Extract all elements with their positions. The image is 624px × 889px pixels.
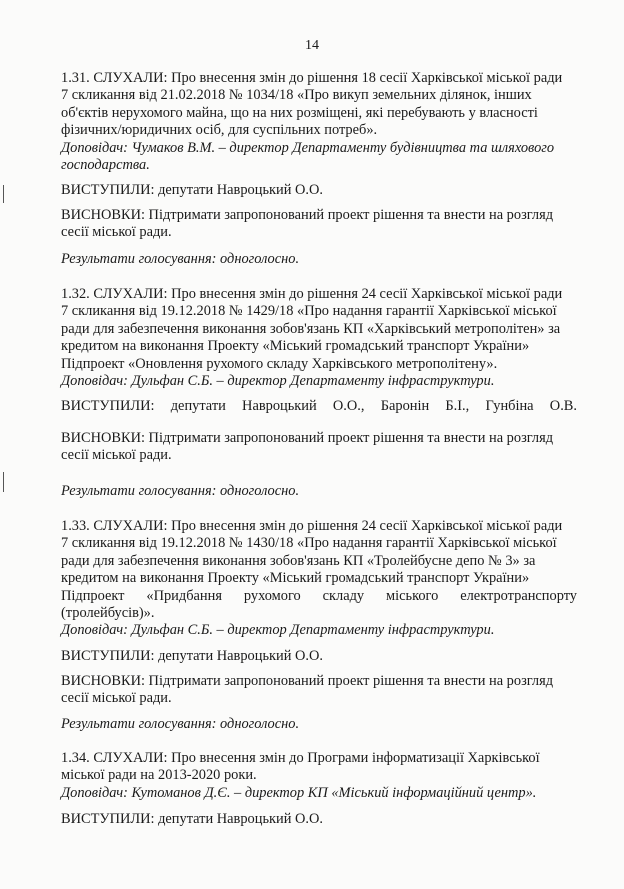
- item-1-34-spoke: [61, 811, 577, 828]
- vote-line: Результати голосування: одноголосно.: [61, 483, 300, 499]
- heard-line: фізичних/юридичних осіб, для суспільних потреб».: [61, 122, 378, 139]
- heard-line: 1.32. СЛУХАЛИ: Про внесення змін до рішення 24 сесії Харківської міської ради: [61, 286, 563, 302]
- heard-line: кредитом на виконання Проекту «Міський громадський транспорт України»: [61, 338, 530, 355]
- item-1-33-heard: [61, 518, 577, 640]
- conclusion-line: ВИСНОВКИ: Підтримати запропонований проект рішення та внести на розгляд: [61, 673, 554, 689]
- item-1-32-conclusion: [61, 430, 577, 465]
- vote-line: Результати голосування: одноголосно.: [61, 251, 300, 267]
- page-number: 14: [305, 38, 319, 53]
- vote-line: Результати голосування: одноголосно.: [61, 716, 300, 732]
- spoke-line: ВИСТУПИЛИ: депутати Навроцький О.О., Баронін Б.І., Гунбіна О.В.: [61, 398, 577, 414]
- conclusion-line: ВИСНОВКИ: Підтримати запропонований проект рішення та внести на розгляд: [61, 207, 554, 223]
- heard-line: 7 скликання від 19.12.2018 № 1430/18 «Про надання гарантії Харківської міської: [61, 535, 557, 552]
- scan-edge-mark: [3, 472, 4, 492]
- heard-line: ради для забезпечення виконання зобов'язань КП «Харківський метрополітен» за: [61, 320, 561, 337]
- heard-line: 7 скликання від 19.12.2018 № 1429/18 «Про надання гарантії Харківської міської: [61, 303, 557, 320]
- scan-edge-mark: [3, 185, 4, 203]
- heard-line: кредитом на виконання Проекту «Міський громадський транспорт України»: [61, 570, 530, 587]
- heard-line: міської ради на 2013-2020 роки.: [61, 767, 257, 784]
- conclusion-line: сесії міської ради.: [61, 224, 172, 241]
- item-1-31-vote: [61, 251, 577, 268]
- speaker-line: Доповідач: Кутоманов Д.Є. – директор КП «Міський інформаційний центр».: [61, 784, 537, 801]
- conclusion-line: ВИСНОВКИ: Підтримати запропонований проект рішення та внести на розгляд: [61, 430, 554, 446]
- item-1-34-heard: [61, 750, 577, 802]
- item-1-32-spoke: [61, 398, 577, 415]
- heard-line: Підпроект «Придбання рухомого складу міського електротранспорту: [61, 587, 577, 604]
- heard-line: 1.31. СЛУХАЛИ: Про внесення змін до рішення 18 сесії Харківської міської ради: [61, 70, 563, 86]
- heard-line: 7 скликання від 21.02.2018 № 1034/18 «Про викуп земельних ділянок, інших: [61, 87, 532, 104]
- heard-line: 1.33. СЛУХАЛИ: Про внесення змін до рішення 24 сесії Харківської міської ради: [61, 518, 563, 534]
- item-1-32-heard: [61, 286, 577, 390]
- spoke-line: ВИСТУПИЛИ: депутати Навроцький О.О.: [61, 648, 323, 664]
- speaker-line: Доповідач: Дульфан С.Б. – директор Департаменту інфраструктури.: [61, 373, 495, 390]
- conclusion-line: сесії міської ради.: [61, 447, 172, 464]
- heard-line: Підпроект «Оновлення рухомого складу Харківського метрополітену».: [61, 355, 498, 372]
- speaker-line: Доповідач: Дульфан С.Б. – директор Департаменту інфраструктури.: [61, 622, 495, 639]
- heard-line: об'єктів нерухомого майна, що на них розміщені, які перебувають у власності: [61, 104, 538, 121]
- heard-line: ради для забезпечення виконання зобов'язань КП «Тролейбусне депо № 3» за: [61, 552, 536, 569]
- conclusion-line: сесії міської ради.: [61, 690, 172, 707]
- item-1-31-spoke: [61, 182, 577, 199]
- item-1-32-vote: [61, 483, 577, 500]
- item-1-33-vote: [61, 716, 577, 733]
- spoke-line: ВИСТУПИЛИ: депутати Навроцький О.О.: [61, 811, 323, 827]
- item-1-31-conclusion: [61, 207, 577, 242]
- heard-line: (тролейбусів)».: [61, 605, 155, 622]
- heard-line: 1.34. СЛУХАЛИ: Про внесення змін до Програми інформатизації Харківської: [61, 750, 540, 766]
- speaker-line: Доповідач: Чумаков В.М. – директор Департаменту будівництва та шляхового: [61, 139, 555, 156]
- spoke-line: ВИСТУПИЛИ: депутати Навроцький О.О.: [61, 182, 323, 198]
- item-1-33-spoke: [61, 648, 577, 665]
- item-1-33-conclusion: [61, 673, 577, 708]
- item-1-31-heard: [61, 70, 577, 174]
- speaker-line: господарства.: [61, 157, 150, 174]
